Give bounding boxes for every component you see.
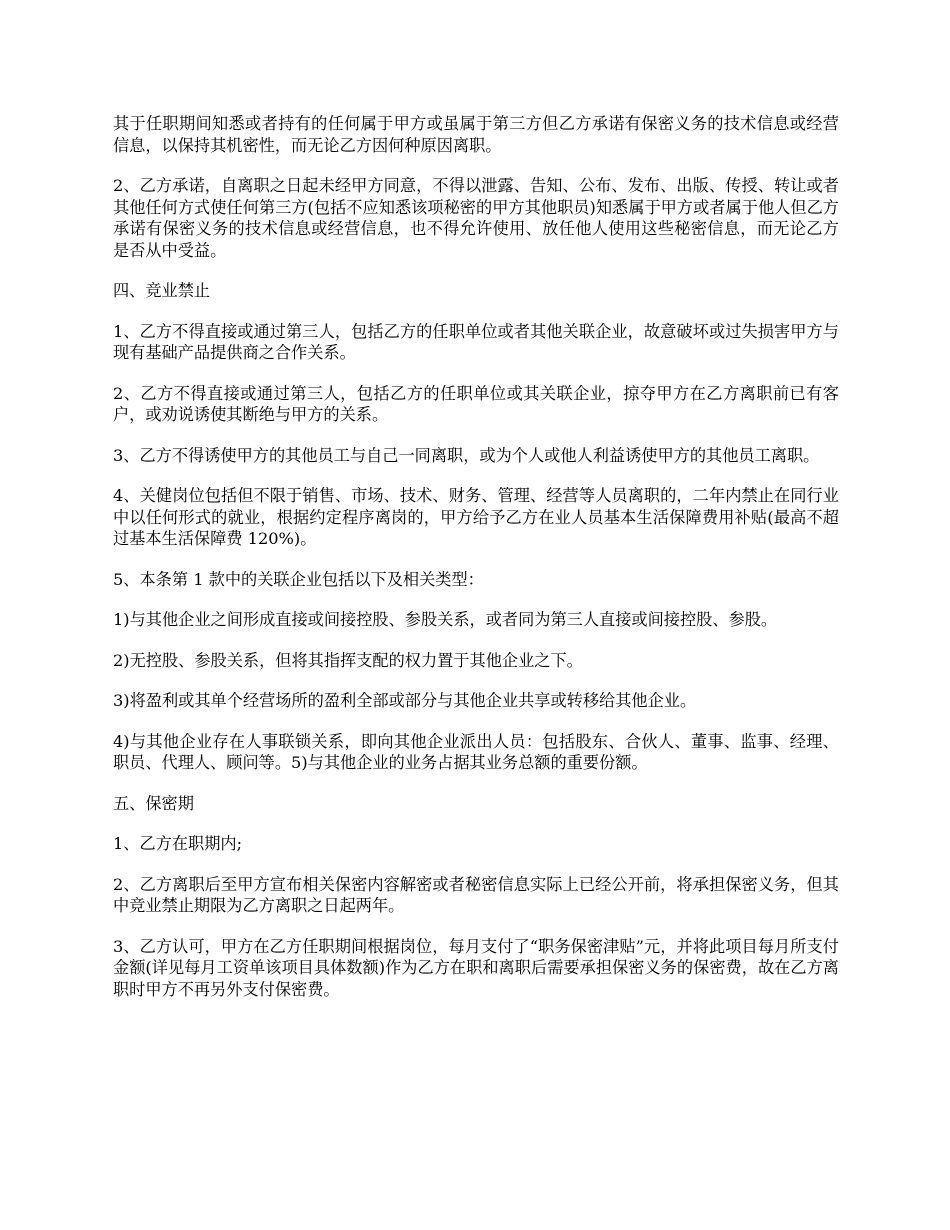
paragraph-period-3: 3、乙方认可，甲方在乙方任职期间根据岗位，每月支付了“职务保密津贴”元，并将此项目每月所支付金额(详见每月工资单该项目具体数额)作为乙方在职和离职后需要承担保密义务的保密费，故在乙方离职时甲方不再另外支付保密费。	[113, 936, 839, 999]
section-heading-confidentiality-period: 五、保密期	[113, 793, 194, 813]
paragraph-related-type-3: 3)将盈利或其单个经营场所的盈利全部或部分与其他企业共享或转移给其他企业。	[113, 691, 697, 710]
paragraph-period-1: 1、乙方在职期内;	[113, 834, 243, 853]
document-page	[113, 113, 839, 1019]
paragraph-nondisclosure-commitment: 2、乙方承诺，自离职之日起未经甲方同意，不得以泄露、告知、公布、发布、出版、传授、转让或者其他任何方式使任何第三方(包括不应知悉该项秘密的甲方其他职员)知悉属于甲方或者属于他人但乙方承诺有保密义务的技术信息或经营信息，也不得允许使用、放任他人使用这些秘密信息，而无论乙方是否从中受益。	[113, 176, 839, 260]
paragraph-noncompete-5: 5、本条第 1 款中的关联企业包括以下及相关类型：	[113, 569, 484, 589]
paragraph-confidentiality-scope: 其于任职期间知悉或者持有的任何属于甲方或虽属于第三方但乙方承诺有保密义务的技术信息或经营信息，以保持其机密性，而无论乙方因何种原因离职。	[113, 114, 839, 155]
paragraph-period-2: 2、乙方离职后至甲方宣布相关保密内容解密或者秘密信息实际上已经公开前，将承担保密义务，但其中竞业禁止期限为乙方离职之日起两年。	[113, 874, 839, 915]
paragraph-noncompete-3: 3、乙方不得诱使甲方的其他员工与自己一同离职，或为个人或他人利益诱使甲方的其他员工离职。	[113, 445, 820, 465]
paragraph-related-type-4-5: 4)与其他企业存在人事联锁关系，即向其他企业派出人员：包括股东、合伙人、董事、监事、经理、职员、代理人、顾问等。5)与其他企业的业务占据其业务总额的重要份额。	[113, 731, 839, 772]
paragraph-noncompete-1: 1、乙方不得直接或通过第三人，包括乙方的任职单位或者其他关联企业，故意破坏或过失损害甲方与现有基础产品提供商之合作关系。	[113, 321, 839, 362]
paragraph-related-type-2: 2)无控股、参股关系，但将其指挥支配的权力置于其他企业之下。	[113, 650, 583, 670]
paragraph-noncompete-4: 4、关健岗位包括但不限于销售、市场、技术、财务、管理、经营等人员离职的，二年内禁止在同行业中以任何形式的就业，根据约定程序离岗的，甲方给予乙方在业人员基本生活保障费用补贴(最高不超过基本生活保障费 120%)。	[113, 486, 839, 548]
paragraph-related-type-1: 1)与其他企业之间形成直接或间接控股、参股关系，或者同为第三人直接或间接控股、参股。	[113, 610, 778, 629]
paragraph-noncompete-2: 2、乙方不得直接或通过第三人，包括乙方的任职单位或其关联企业，掠夺甲方在乙方离职前已有客户，或劝说诱使其断绝与甲方的关系。	[113, 383, 839, 424]
section-heading-noncompete: 四、竞业禁止	[113, 281, 211, 300]
